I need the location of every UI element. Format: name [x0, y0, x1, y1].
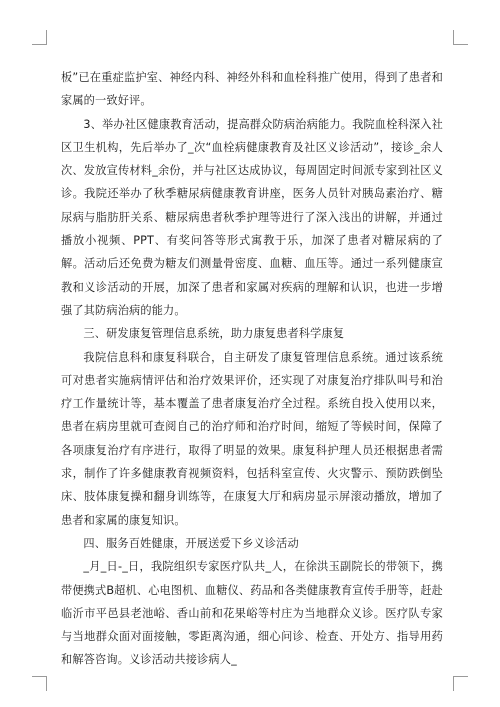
section-heading-rural-clinic: 四、服务百姓健康，开展送爱下乡义诊活动: [83, 536, 299, 550]
paragraph-continuation: 板”已在重症监护室、神经内科、神经外科和血栓科推广使用，得到了患者和家属的一致好评。: [61, 71, 443, 108]
paragraph-community-education: 3、举办社区健康教育活动，提高群众防病治病能力。我院血栓科深入社区卫生机构，先后举办了_次“血栓病健康教育及社区义诊活动”，接诊_余人次、发放宣传材料_余份，并与社区达成协议，每周固定时间派专家到社区义诊。我院还举办了秋季糖尿病健康教育讲座，医务人员针对胰岛素治疗、糖尿病与脂肪肝关系、糖尿病患者秋季护理等进行了深入浅出的讲解，并通过播放小视频、PPT、有奖问答等形式寓教于乐，加深了患者对糖尿病的了解。活动后还免费为糖友们测量骨密度、血糖、血压等。通过一系列健康宣教和义诊活动的开展，加深了患者和家属对疾病的理解和认识，也进一步增强了其防病治病的能力。: [61, 117, 443, 317]
section-heading-rehab-system: 三、研发康复管理信息系统，助力康复患者科学康复: [83, 327, 345, 341]
crop-mark-top-left: [32, 30, 47, 45]
document-body: [61, 66, 443, 672]
paragraph-rehab-system: 我院信息科和康复科联合，自主研发了康复管理信息系统。通过该系统可对患者实施病情评估和治疗效果评价，还实现了对康复治疗排队叫号和治疗工作量统计等，基本覆盖了患者康复治疗全过程。系统自投入使用以来，患者在病房里就可查阅自己的治疗师和治疗时间，缩短了等候时间，保障了各项康复治疗有序进行，取得了明显的效果。康复科护理人员还根据患者需求，制作了许多健康教育视频资料，包括科室宣传、火灾警示、预防跌倒坠床、肢体康复操和翻身训练等，在康复大厅和病房显示屏滚动播放，增加了患者和家属的康复知识。: [61, 350, 443, 527]
paragraph-rural-clinic: _月_日-_日，我院组织专家医疗队共_人，在徐洪玉副院长的带领下，携带便携式B超机、心电图机、血糖仪、药品和各类健康教育宣传手册等，赶赴临沂市平邑县老池峪、香山前和花果峪等村庄为当地群众义诊。医疗队专家与当地群众面对面接触，零距离沟通，细心问诊、检查、开处方、指导用药和解答咨询。义诊活动共接诊病人_: [61, 560, 443, 667]
crop-mark-bottom-left: [32, 676, 47, 691]
crop-mark-top-right: [453, 30, 468, 45]
crop-mark-bottom-right: [453, 676, 468, 691]
